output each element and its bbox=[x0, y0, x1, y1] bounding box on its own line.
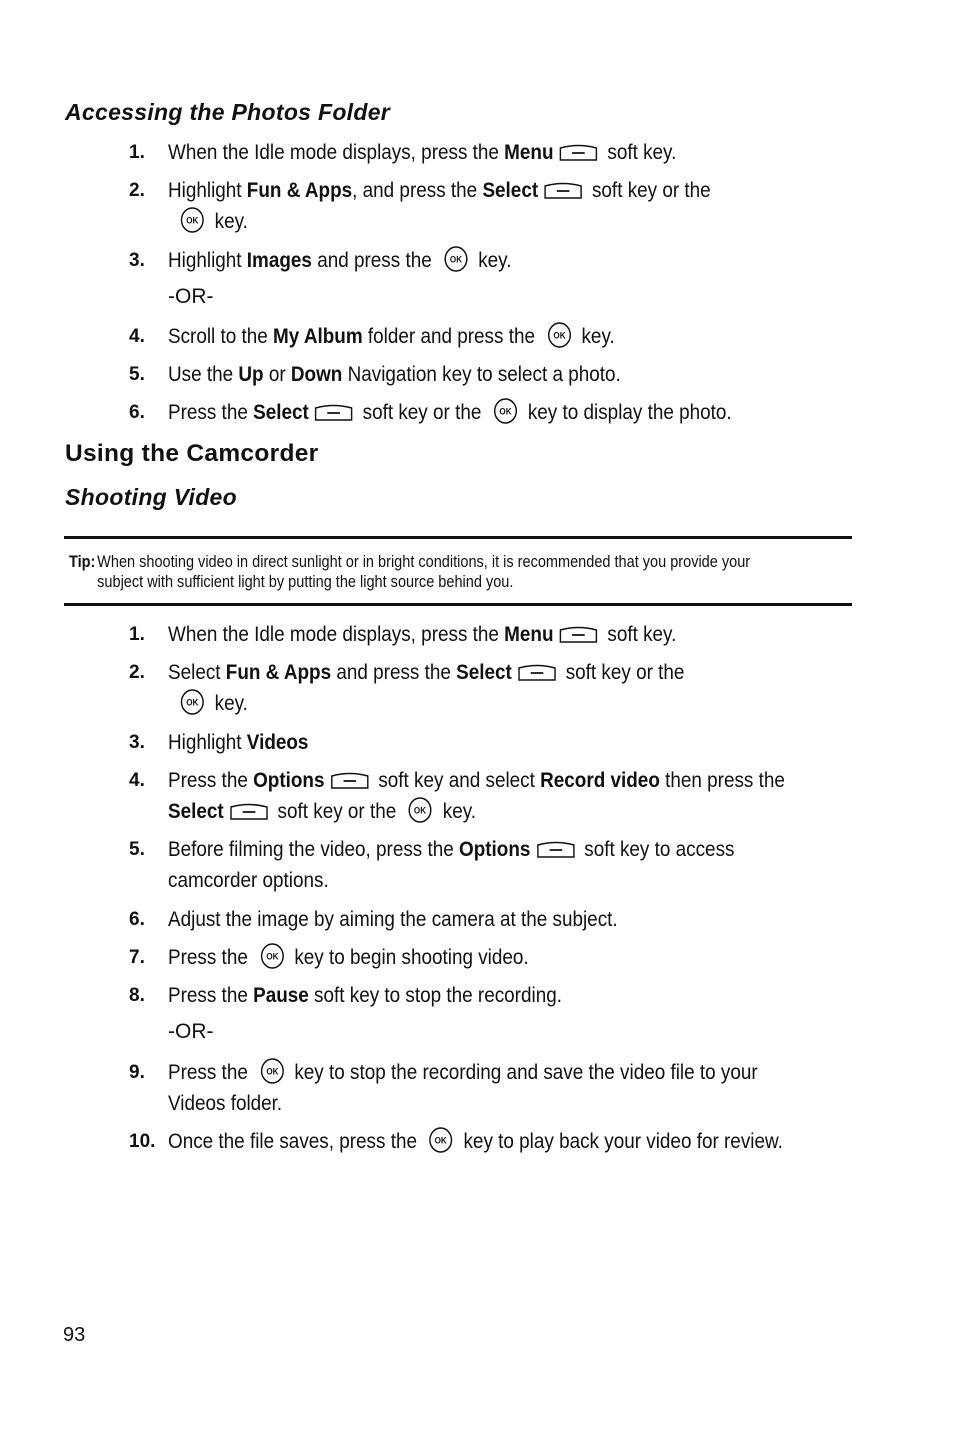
step-text: soft key or the bbox=[357, 401, 487, 424]
svg-text:OK: OK bbox=[499, 406, 512, 417]
step-number: 9. bbox=[129, 1062, 145, 1083]
step-text: and press the bbox=[331, 661, 457, 684]
step-text: soft key. bbox=[602, 141, 677, 164]
ok-key-icon bbox=[407, 797, 434, 823]
step-number: 5. bbox=[129, 839, 145, 860]
step-text: camcorder options. bbox=[168, 869, 329, 892]
svg-text:OK: OK bbox=[186, 215, 199, 226]
svg-text:OK: OK bbox=[553, 330, 566, 341]
step-number: 7. bbox=[129, 947, 145, 968]
step-text: key to play back your video for review. bbox=[458, 1130, 783, 1153]
options-label: Options bbox=[253, 769, 325, 792]
soft-key-icon bbox=[536, 841, 576, 859]
tip-label: Tip: bbox=[69, 553, 96, 571]
step-text: Adjust the image by aiming the camera at the subject. bbox=[168, 908, 618, 931]
record-video-label: Record video bbox=[540, 769, 660, 792]
step-text: soft key. bbox=[602, 623, 677, 646]
step-text: Press the bbox=[168, 946, 254, 969]
step-number: 6. bbox=[129, 402, 145, 423]
step-text: Once the file saves, press the bbox=[168, 1130, 423, 1153]
svg-text:OK: OK bbox=[414, 805, 427, 816]
step-text: then press the bbox=[659, 769, 785, 792]
ok-key-icon bbox=[492, 398, 519, 424]
step-text: Videos folder. bbox=[168, 1092, 283, 1115]
svg-text:OK: OK bbox=[265, 1066, 279, 1077]
down-label: Down bbox=[290, 363, 343, 386]
ok-key-icon bbox=[258, 1058, 285, 1084]
tip-box bbox=[64, 536, 852, 606]
videos-label: Videos bbox=[246, 731, 309, 754]
ok-key-icon bbox=[546, 322, 573, 348]
section-heading-photos: Accessing the Photos Folder bbox=[65, 99, 391, 125]
step-text: folder and press the bbox=[362, 325, 541, 348]
step-text: soft key and select bbox=[373, 769, 541, 792]
step-text: key. bbox=[576, 325, 615, 348]
images-label: Images bbox=[246, 249, 312, 272]
step-text: soft key to stop the recording. bbox=[308, 984, 562, 1007]
step-number: 4. bbox=[129, 770, 145, 791]
step-number: 4. bbox=[129, 326, 145, 347]
fun-apps-label: Fun & Apps bbox=[246, 179, 353, 202]
step-text: Press the bbox=[168, 401, 254, 424]
step-text: soft key or the bbox=[560, 661, 685, 684]
step-number: 1. bbox=[129, 142, 145, 163]
svg-text:OK: OK bbox=[265, 951, 279, 962]
section-heading-shooting-video: Shooting Video bbox=[65, 484, 237, 510]
section-heading-camcorder: Using the Camcorder bbox=[65, 440, 319, 467]
step-text: soft key to access bbox=[579, 838, 735, 861]
select-label: Select bbox=[253, 401, 309, 424]
step-number: 2. bbox=[129, 180, 145, 201]
step-text: Press the bbox=[168, 1061, 254, 1084]
ok-key-icon bbox=[428, 1127, 455, 1153]
step-number: 3. bbox=[129, 732, 145, 753]
step-text: Press the bbox=[168, 984, 254, 1007]
soft-key-icon bbox=[559, 626, 599, 644]
soft-key-icon bbox=[314, 404, 354, 422]
step-text: Before filming the video, press the bbox=[168, 838, 460, 861]
page-number: 93 bbox=[63, 1324, 86, 1346]
step-text: Highlight bbox=[168, 179, 247, 202]
ok-key-icon bbox=[179, 207, 206, 233]
my-album-label: My Album bbox=[273, 325, 363, 348]
step-text: key. bbox=[209, 692, 248, 715]
step-text: Navigation key to select a photo. bbox=[342, 363, 621, 386]
ok-key-icon bbox=[179, 689, 206, 715]
soft-key-icon bbox=[229, 803, 269, 821]
svg-text:OK: OK bbox=[449, 254, 462, 265]
svg-text:OK: OK bbox=[435, 1135, 448, 1146]
step-number: 8. bbox=[129, 985, 145, 1006]
step-text: Highlight bbox=[168, 731, 247, 754]
soft-key-icon bbox=[330, 772, 370, 790]
step-text: Use the bbox=[168, 363, 239, 386]
step-text: When the Idle mode displays, press the bbox=[168, 623, 505, 646]
step-number: 6. bbox=[129, 909, 145, 930]
or-separator: -OR- bbox=[168, 285, 214, 308]
step-text: or bbox=[263, 363, 291, 386]
select-label: Select bbox=[456, 661, 512, 684]
step-text: When the Idle mode displays, press the bbox=[168, 141, 505, 164]
soft-key-icon bbox=[559, 144, 599, 162]
step-text: Highlight bbox=[168, 249, 247, 272]
step-text: key. bbox=[437, 800, 477, 823]
step-number: 5. bbox=[129, 364, 145, 385]
select-label: Select bbox=[482, 179, 539, 202]
tip-line-1: When shooting video in direct sunlight or in bright conditions, it is recommended that you provide your bbox=[97, 553, 751, 571]
menu-label: Menu bbox=[504, 623, 554, 646]
options-label: Options bbox=[459, 838, 531, 861]
step-text: , and press the bbox=[352, 179, 483, 202]
step-text: and press the bbox=[311, 249, 437, 272]
step-number: 3. bbox=[129, 250, 145, 271]
soft-key-icon bbox=[517, 664, 557, 682]
soft-key-icon bbox=[544, 182, 584, 200]
pause-label: Pause bbox=[253, 984, 309, 1007]
step-text: key to display the photo. bbox=[522, 401, 732, 424]
or-separator: -OR- bbox=[168, 1020, 214, 1043]
step-number: 10. bbox=[129, 1131, 156, 1152]
step-text: Select bbox=[168, 661, 226, 684]
step-text: Press the bbox=[168, 769, 254, 792]
step-text: key to stop the recording and save the video file to your bbox=[289, 1061, 758, 1084]
step-text: key to begin shooting video. bbox=[289, 946, 529, 969]
ok-key-icon bbox=[442, 246, 469, 272]
up-label: Up bbox=[238, 363, 264, 386]
tip-line-2: subject with sufficient light by putting the light source behind you. bbox=[97, 573, 514, 591]
step-text: key. bbox=[209, 210, 248, 233]
step-number: 2. bbox=[129, 662, 145, 683]
step-text: key. bbox=[472, 249, 512, 272]
ok-key-icon bbox=[258, 943, 285, 969]
svg-text:OK: OK bbox=[186, 697, 199, 708]
step-text: soft key or the bbox=[586, 179, 711, 202]
step-text: soft key or the bbox=[272, 800, 402, 823]
select-label: Select bbox=[168, 800, 224, 823]
fun-apps-label: Fun & Apps bbox=[225, 661, 332, 684]
step-number: 1. bbox=[129, 624, 145, 645]
menu-label: Menu bbox=[504, 141, 554, 164]
step-text: Scroll to the bbox=[168, 325, 274, 348]
